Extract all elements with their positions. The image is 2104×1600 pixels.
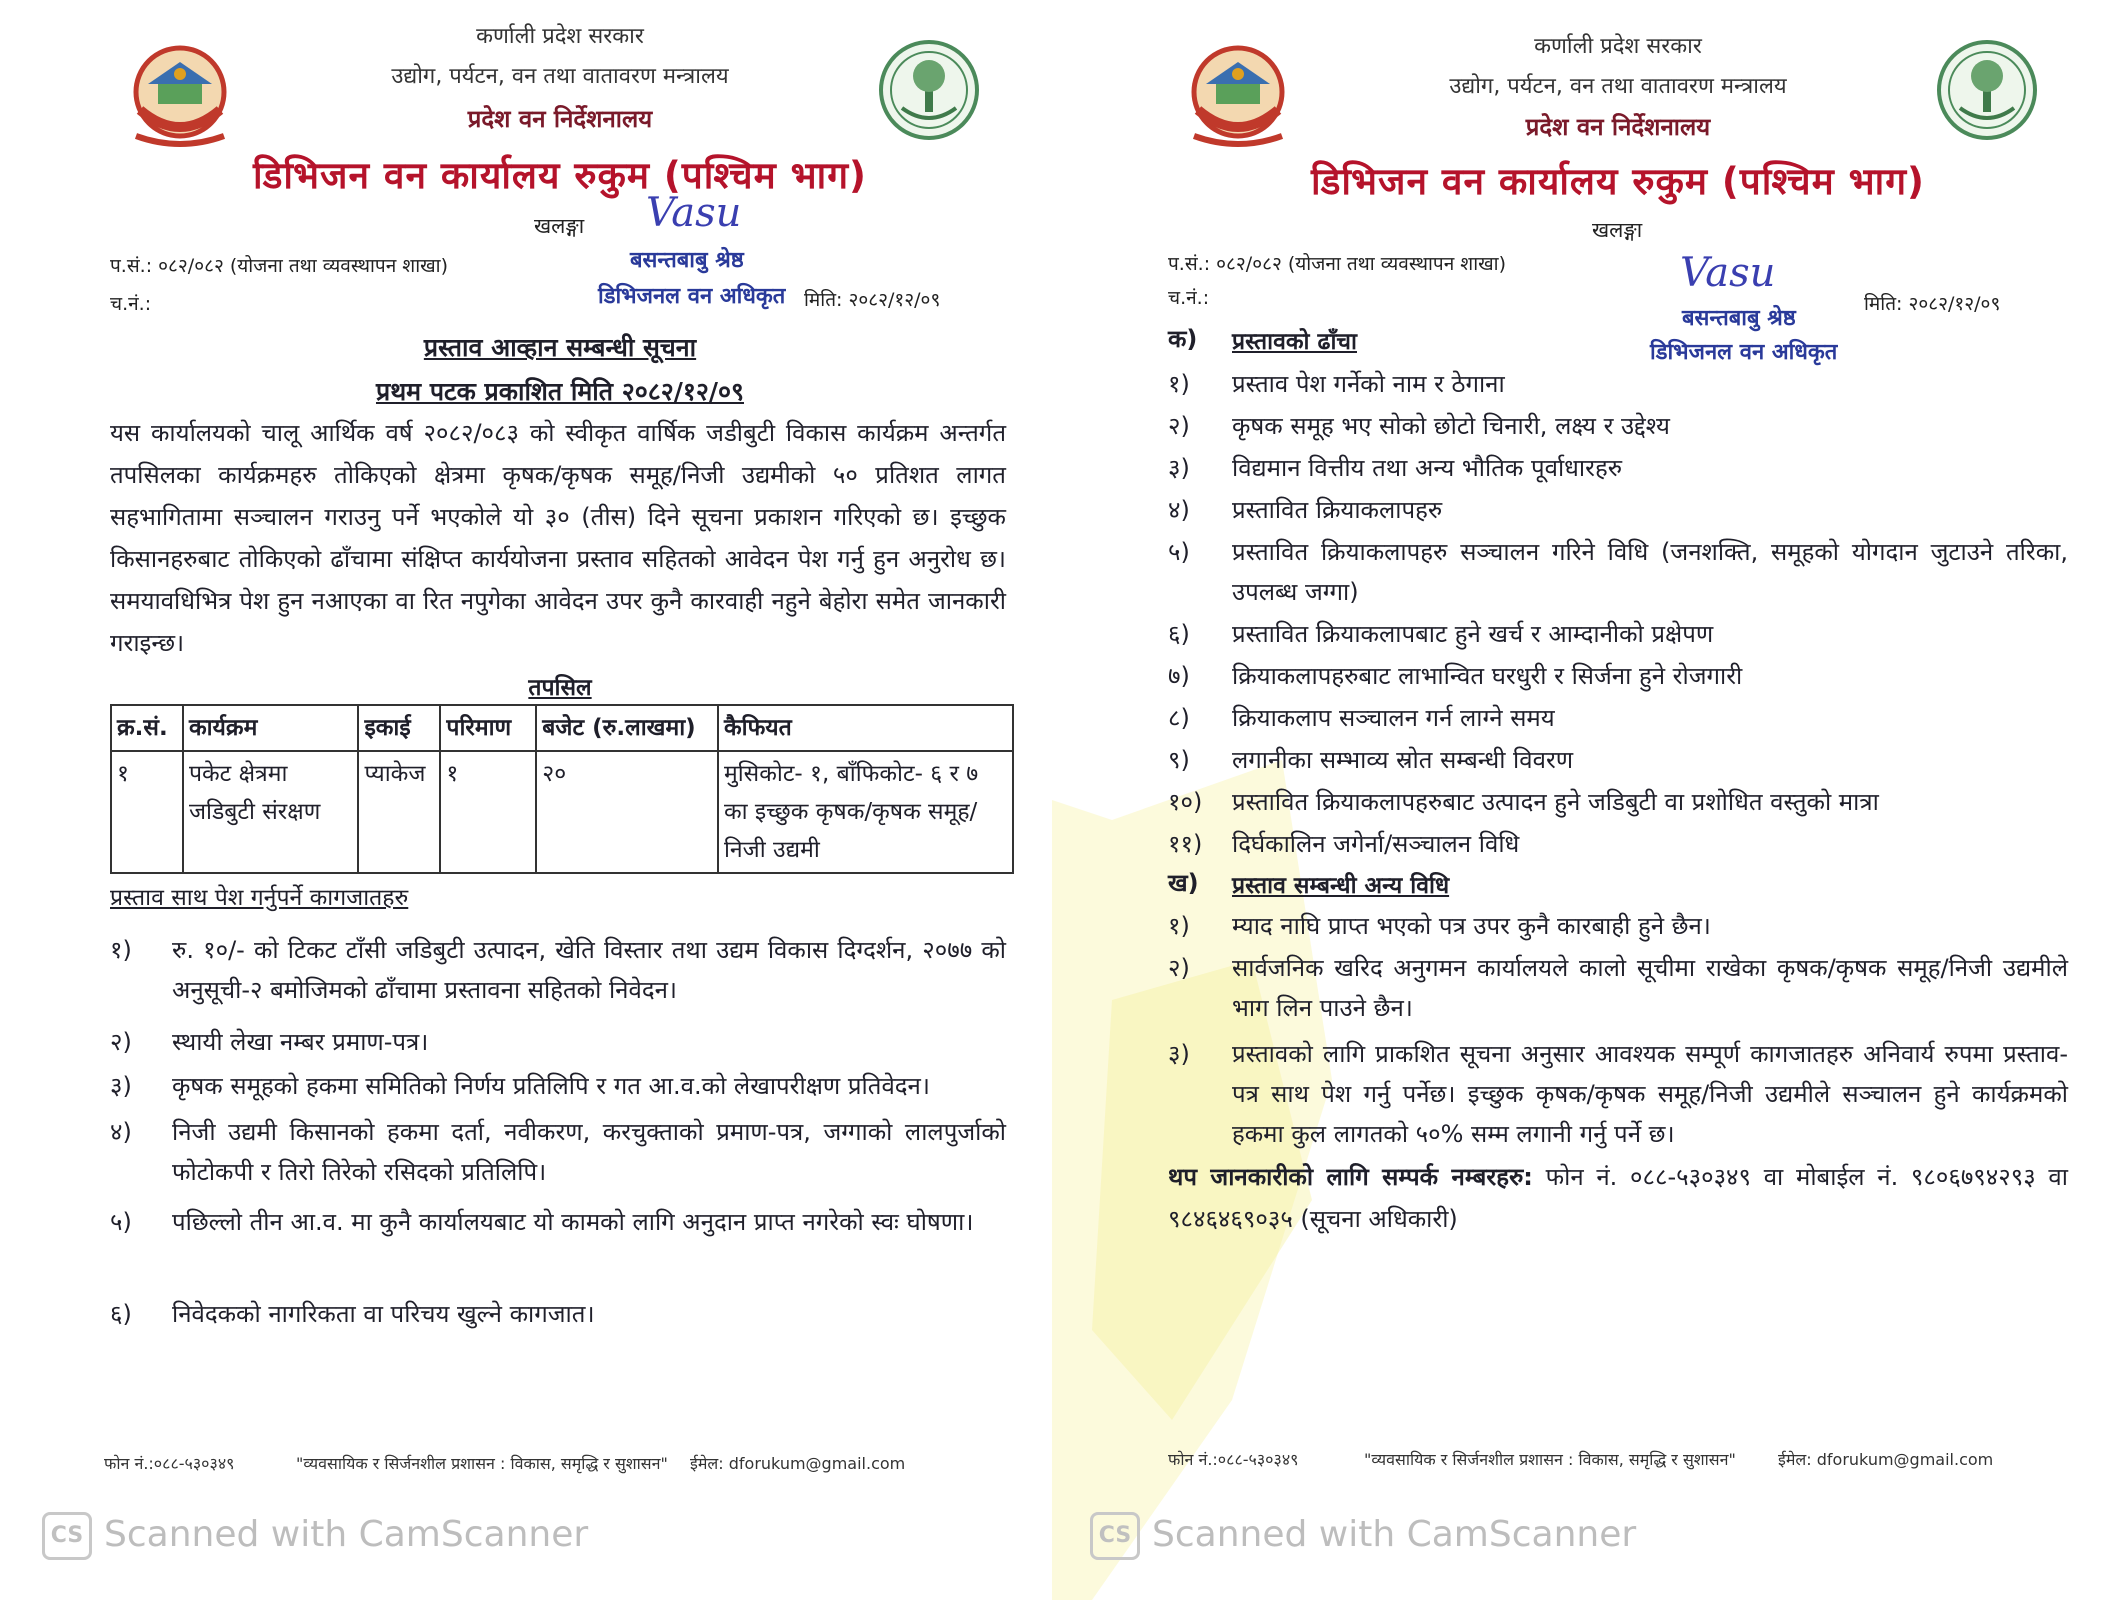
col-header: इकाई <box>358 705 440 751</box>
signatory-title: डिभिजनल वन अधिकृत <box>598 284 786 309</box>
document-item <box>110 1112 1006 1194</box>
forest-seal-icon <box>1932 38 2042 142</box>
table-cell: १ <box>111 751 183 873</box>
office-name: डिभिजन वन कार्यालय रुकुम (पश्चिम भाग) <box>1311 160 1925 203</box>
camscanner-watermark <box>1090 1512 1636 1560</box>
item-text: रु. १०/- को टिकट टाँसी जडिबुटी उत्पादन, खेति विस्तार तथा उद्यम विकास दिग्दर्शन, २०७७ को अनुसूची-२ बमोजिमको ढाँचामा प्रस्तावना सहितको निवेदन। <box>172 936 1006 1004</box>
contact-text: फोन नं. ०८८-५३०३४९ वा मोबाईल नं. ९८०६७९४२९३ वा ९८४६४६९०३५ (सूचना अधिकारी) <box>1168 1163 2068 1233</box>
col-header: बजेट (रु.लाखमा) <box>536 705 718 751</box>
notice-body: यस कार्यालयको चालू आर्थिक वर्ष २०८२/०८३ को स्वीकृत वार्षिक जडीबुटी विकास कार्यक्रम अन्तर्गत तपसिलका कार्यक्रमहरु तोकिएको क्षेत्रमा कृषक/कृषक समूह/निजी उद्यमीको ५० प्रतिशत लागत सहभागितामा सञ्चालन गराउनु पर्ने भएकोले यो ३० (तीस) दिने सूचना प्रकाशन गरिएको छ। इच्छुक किसानहरुबाट तोकिएको ढाँचामा संक्षिप्त कार्ययोजना प्रस्ताव सहितको आवेदन पेश गर्नु हुन अनुरोध छ। समयावधिभित्र पेश हुन नआएका वा रित नपुगेका आवेदन उपर कुनै कारवाही नहुने बेहोरा समेत जानकारी गराइन्छ। <box>110 419 1006 657</box>
item-text: म्याद नाघि प्राप्त भएको पत्र उपर कुनै कारबाही हुने छैन। <box>1232 912 1711 940</box>
item-number: ५) <box>1168 538 1190 566</box>
section-b-title: प्रस्ताव सम्बन्धी अन्य विधि <box>1232 873 1450 899</box>
rule-item <box>1168 1034 2068 1158</box>
item-number: १) <box>1168 370 1190 398</box>
signatory-name: बसन्तबाबु श्रेष्ठ <box>630 248 744 273</box>
proposal-item <box>1168 782 2068 822</box>
govt-name: कर्णाली प्रदेश सरकार <box>476 24 644 49</box>
item-number: १) <box>1168 912 1190 940</box>
table-header-row <box>111 705 1013 751</box>
item-text: दिर्घकालिन जगेर्ना/सञ्चालन विधि <box>1232 830 1520 858</box>
proposal-item <box>1168 490 2068 530</box>
notice-page-right <box>1052 0 2104 1600</box>
item-number: ३) <box>1168 454 1190 482</box>
proposal-item <box>1168 824 2068 864</box>
item-text: स्थायी लेखा नम्बर प्रमाण-पत्र। <box>172 1028 429 1056</box>
document-item <box>110 930 1006 1012</box>
col-header: कैफियत <box>718 705 1013 751</box>
camscanner-logo-icon: CS <box>1090 1512 1140 1560</box>
proposal-item <box>1168 406 2068 446</box>
item-text: कृषक समूहको हकमा समितिको निर्णय प्रतिलिपि र गत आ.व.को लेखापरीक्षण प्रतिवेदन। <box>172 1072 930 1100</box>
footer-motto: "व्यवसायिक र सिर्जनशील प्रशासन : विकास, समृद्धि र सुशासन" <box>296 1454 668 1473</box>
camscanner-watermark <box>42 1512 588 1560</box>
proposal-item <box>1168 614 2068 654</box>
section-b-label: ख) <box>1168 869 1199 897</box>
proposal-item <box>1168 698 2068 738</box>
table-cell: २० <box>536 751 718 873</box>
item-text: क्रियाकलापहरुबाट लाभान्वित घरधुरी र सिर्जना हुने रोजगारी <box>1232 662 1743 690</box>
footer-email: ईमेल: dforukum@gmail.com <box>690 1454 906 1473</box>
item-number: ६) <box>1168 620 1190 648</box>
notice-title: प्रस्ताव आव्हान सम्बन्धी सूचना <box>423 333 697 362</box>
item-number: ७) <box>1168 662 1190 690</box>
item-number: ६) <box>110 1300 132 1328</box>
signature: Vasu <box>646 190 742 236</box>
document-item <box>110 1294 1006 1334</box>
watermark-text: Scanned with CamScanner <box>1152 1514 1637 1555</box>
item-number: १०) <box>1168 788 1203 816</box>
item-number: ३) <box>1168 1040 1190 1068</box>
footer-motto: "व्यवसायिक र सिर्जनशील प्रशासन : विकास, समृद्धि र सुशासन" <box>1364 1450 1736 1469</box>
item-text: प्रस्तावको लागि प्राकशित सूचना अनुसार आवश्यक सम्पूर्ण कागजातहरु अनिवार्य रुपमा प्रस्ताव-पत्र साथ पेश गर्नु पर्नेछ। इच्छुक कृषक/कृषक समूह/निजी उद्यमीले सञ्चालन हुने कार्यक्रमको हकमा कुल लागतको ५०% सम्म लगानी गर्नु पर्ने छ। <box>1232 1040 2068 1148</box>
item-number: ८) <box>1168 704 1190 732</box>
proposal-item <box>1168 364 2068 404</box>
office-name: डिभिजन वन कार्यालय रुकुम (पश्चिम भाग) <box>253 154 867 197</box>
item-text: क्रियाकलाप सञ्चालन गर्न लाग्ने समय <box>1232 704 1555 732</box>
contact-label: थप जानकारीको लागि सम्पर्क नम्बरहरु: <box>1168 1163 1533 1191</box>
directorate-name: प्रदेश वन निर्देशनालय <box>1525 113 1711 141</box>
notice-date: मिति: २०८२/१२/०९ <box>804 289 941 311</box>
item-number: ९) <box>1168 746 1190 774</box>
item-text: विद्यमान वित्तीय तथा अन्य भौतिक पूर्वाधारहरु <box>1232 454 1623 482</box>
item-number: १) <box>110 936 132 964</box>
item-text: पछिल्लो तीन आ.व. मा कुनै कार्यालयबाट यो कामको लागि अनुदान प्राप्त नगरेको स्वः घोषणा। <box>172 1208 974 1236</box>
col-header: कार्यक्रम <box>183 705 359 751</box>
watermark-text: Scanned with CamScanner <box>104 1514 589 1555</box>
section-a-label: क) <box>1168 325 1198 353</box>
rule-item <box>1168 948 2068 1030</box>
item-text: निजी उद्यमी किसानको हकमा दर्ता, नवीकरण, करचुक्ताको प्रमाण-पत्र, जग्गाको लालपुर्जाको फोटोकपी र तिरो तिरेको रसिदको प्रतिलिपि। <box>172 1118 1006 1186</box>
item-number: ३) <box>110 1072 132 1100</box>
signature: Vasu <box>1680 250 1776 296</box>
govt-name: कर्णाली प्रदेश सरकार <box>1534 34 1702 59</box>
document-item <box>110 1202 1006 1284</box>
document-item <box>110 1066 1006 1106</box>
item-number: २) <box>1168 954 1190 982</box>
footer-phone: फोन नं.:०८८-५३०३४९ <box>104 1454 235 1473</box>
table-row <box>111 751 1013 873</box>
proposal-item <box>1168 532 2068 612</box>
contact-info <box>1168 1156 2068 1240</box>
rule-item <box>1168 906 2068 946</box>
reference-number: प.सं.: ०८२/०८२ (योजना तथा व्यवस्थापन शाखा) <box>1168 253 1507 275</box>
col-header: क्र.सं. <box>111 705 183 751</box>
dispatch-number: च.नं.: <box>1168 287 1210 309</box>
item-number: ५) <box>110 1208 132 1236</box>
nepal-emblem-icon <box>1176 40 1300 152</box>
item-text: सार्वजनिक खरिद अनुगमन कार्यालयले कालो सूचीमा राखेका कृषक/कृषक समूह/निजी उद्यमीले भाग लिन पाउने छैन। <box>1232 954 2068 1022</box>
notice-date: मिति: २०८२/१२/०९ <box>1864 293 2001 315</box>
publish-date-line: प्रथम पटक प्रकाशित मिति २०८२/१२/०९ <box>375 377 744 406</box>
section-a-title: प्रस्तावको ढाँचा <box>1232 329 1357 355</box>
col-header: परिमाण <box>440 705 536 751</box>
proposal-item <box>1168 448 2068 488</box>
reference-number: प.सं.: ०८२/०८२ (योजना तथा व्यवस्थापन शाखा) <box>110 255 449 277</box>
item-text: कृषक समूह भए सोको छोटो चिनारी, लक्ष्य र उद्देश्य <box>1232 412 1670 440</box>
item-text: प्रस्तावित क्रियाकलापहरुबाट उत्पादन हुने जडिबुटी वा प्रशोधित वस्तुको मात्रा <box>1232 788 1879 816</box>
ministry-name: उद्योग, पर्यटन, वन तथा वातावरण मन्त्रालय <box>1449 74 1787 99</box>
location: खलङ्गा <box>534 214 585 238</box>
ministry-name: उद्योग, पर्यटन, वन तथा वातावरण मन्त्रालय <box>391 64 729 89</box>
forest-seal-icon <box>874 38 984 142</box>
item-text: प्रस्तावित क्रियाकलापबाट हुने खर्च र आम्दानीको प्रक्षेपण <box>1232 620 1714 648</box>
table-cell: मुसिकोट- १, बाँफिकोट- ६ र ७ का इच्छुक कृषक/कृषक समूह/निजी उद्यमी <box>718 751 1013 873</box>
location: खलङ्गा <box>1592 218 1643 242</box>
item-number: ४) <box>1168 496 1190 524</box>
document-item <box>110 1022 1006 1062</box>
schedule-table <box>110 704 1014 874</box>
signatory-title: डिभिजनल वन अधिकृत <box>1650 340 1838 365</box>
item-text: प्रस्ताव पेश गर्नेको नाम र ठेगाना <box>1232 370 1505 398</box>
proposal-item <box>1168 740 2068 780</box>
schedule-title: तपसिल <box>528 675 592 701</box>
footer-email: ईमेल: dforukum@gmail.com <box>1778 1450 1994 1469</box>
footer-phone: फोन नं.:०८८-५३०३४९ <box>1168 1450 1299 1469</box>
documents-title: प्रस्ताव साथ पेश गर्नुपर्ने कागजातहरु <box>110 885 409 911</box>
camscanner-logo-icon: CS <box>42 1512 92 1560</box>
directorate-name: प्रदेश वन निर्देशनालय <box>467 105 653 133</box>
item-number: ११) <box>1168 830 1203 858</box>
signatory-name: बसन्तबाबु श्रेष्ठ <box>1682 306 1796 331</box>
item-text: लगानीका सम्भाव्य स्रोत सम्बन्धी विवरण <box>1232 746 1574 774</box>
item-number: २) <box>1168 412 1190 440</box>
table-cell: पकेट क्षेत्रमा जडिबुटी संरक्षण <box>183 751 359 873</box>
item-number: २) <box>110 1028 132 1056</box>
table-cell: प्याकेज <box>358 751 440 873</box>
item-text: प्रस्तावित क्रियाकलापहरु <box>1232 496 1443 524</box>
proposal-item <box>1168 656 2068 696</box>
item-text: प्रस्तावित क्रियाकलापहरु सञ्चालन गरिने विधि (जनशक्ति, समूहको योगदान जुटाउने तरिका, उपलब्ध जग्गा) <box>1232 538 2068 606</box>
nepal-emblem-icon <box>118 40 242 152</box>
item-number: ४) <box>110 1118 132 1146</box>
item-text: निवेदकको नागरिकता वा परिचय खुल्ने कागजात। <box>172 1300 595 1328</box>
dispatch-number: च.नं.: <box>110 293 152 315</box>
table-cell: १ <box>440 751 536 873</box>
